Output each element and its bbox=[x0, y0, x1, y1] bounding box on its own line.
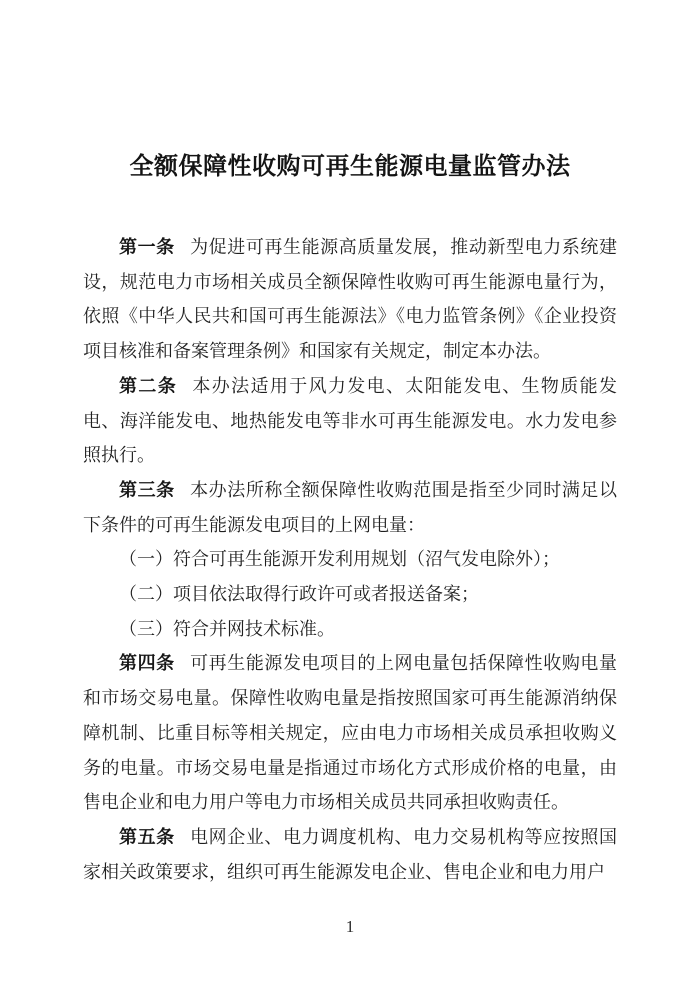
paragraph-text: （三）符合并网技术标准。 bbox=[119, 618, 335, 639]
paragraph-text: 电网企业、电力调度机构、电力交易机构等应按照国家相关政策要求，组织可再生能源发电企业、售电企业和电力用户 bbox=[83, 826, 617, 882]
paragraph-text: 本办法适用于风力发电、太阳能发电、生物质能发电、海洋能发电、地热能发电等非水可再生能源发电。水力发电参照执行。 bbox=[83, 375, 618, 466]
paragraph bbox=[83, 473, 617, 542]
document-body bbox=[83, 230, 617, 889]
document-title: 全额保障性收购可再生能源电量监管办法 bbox=[129, 154, 571, 180]
paragraph-text: 本办法所称全额保障性收购范围是指至少同时满足以下条件的可再生能源发电项目的上网电量： bbox=[83, 479, 617, 535]
page-number: 1 bbox=[345, 917, 355, 936]
paragraph-text: （二）项目依法取得行政许可或者报送备案； bbox=[119, 584, 479, 605]
paragraph bbox=[83, 646, 617, 820]
article-label: 第三条 bbox=[119, 479, 175, 500]
paragraph bbox=[83, 542, 617, 577]
paragraph bbox=[83, 230, 617, 369]
paragraph bbox=[83, 369, 617, 473]
article-label: 第一条 bbox=[119, 237, 175, 257]
paragraph-text: 为促进可再生能源高质量发展，推动新型电力系统建设，规范电力市场相关成员全额保障性收购可再生能源电量行为，依照《中华人民共和国可再生能源法》《电力监管条例》《企业投资项目核准和备案管理条例》和国家有关规定，制定本办法。 bbox=[83, 237, 617, 362]
article-label: 第四条 bbox=[119, 653, 175, 674]
article-label: 第二条 bbox=[119, 375, 178, 396]
paragraph bbox=[83, 577, 617, 612]
article-label: 第五条 bbox=[119, 826, 175, 847]
paragraph-text: （一）符合可再生能源开发利用规划（沼气发电除外）； bbox=[119, 549, 560, 570]
paragraph-text: 可再生能源发电项目的上网电量包括保障性收购电量和市场交易电量。保障性收购电量是指按照国家可再生能源消纳保障机制、比重目标等相关规定，应由电力市场相关成员承担收购义务的电量。市场交易电量是指通过市场化方式形成价格的电量，由售电企业和电力用户等电力市场相关成员共同承担收购责任。 bbox=[83, 653, 617, 813]
paragraph bbox=[83, 612, 617, 647]
paragraph bbox=[83, 820, 617, 889]
